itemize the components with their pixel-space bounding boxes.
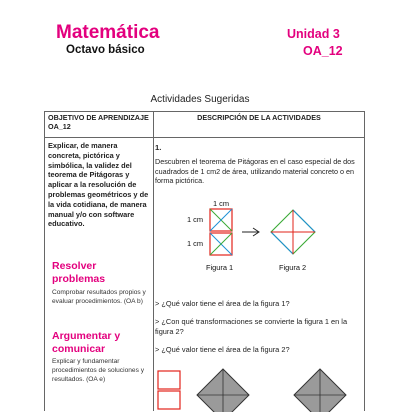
question-2: > ¿Con qué transformaciones se convierte la figura 1 en la figura 2? xyxy=(155,317,348,336)
skill-description-resolver: Comprobar resultados propios y evaluar procedimientos. (OA b) xyxy=(52,289,146,305)
objective-column-header: OBJETIVO DE APRENDIZAJE OA_12 xyxy=(48,113,149,131)
label-side-upper-1cm: 1 cm xyxy=(187,215,204,224)
objective-text: Explicar, de manera concreta, pictórica y simbólica, la validez del teorema de Pitágoras y aplicar a la resolución de problemas geométricos y de la vida cotidiana, de manera manual y/o con software educativo. xyxy=(48,141,149,229)
objective-code: OA_12 xyxy=(303,44,343,58)
grade-label: Octavo básico xyxy=(66,44,145,56)
bottom-stacked-squares-drawing xyxy=(157,370,181,410)
bottom-gray-diamond-left-drawing xyxy=(195,367,251,412)
question-3: > ¿Qué valor tiene el área de la figura 2? xyxy=(155,345,290,354)
label-figure-2: Figura 2 xyxy=(279,263,307,272)
unit-label: Unidad 3 xyxy=(287,27,340,41)
transform-arrow-icon xyxy=(241,226,261,238)
skill-title-argumentar: Argumentar y comunicar xyxy=(52,330,121,355)
figure-1-drawing xyxy=(209,208,233,258)
label-top-1cm: 1 cm xyxy=(213,199,230,208)
activity-number: 1. xyxy=(155,143,162,152)
section-title: Actividades Sugeridas xyxy=(150,94,250,105)
bottom-gray-diamond-right-drawing xyxy=(292,367,348,412)
skill-description-argumentar: Explicar y fundamentar procedimientos de soluciones y resultados. (OA e) xyxy=(52,358,144,383)
column-divider xyxy=(153,112,154,411)
activity-description: Descubren el teorema de Pitágoras en el caso especial de dos cuadrados de 1 cm2 de área, utilizando material concreto o en forma pictórica. xyxy=(155,157,355,186)
skill-title-resolver: Resolver problemas xyxy=(52,260,106,285)
label-figure-1: Figura 1 xyxy=(206,263,234,272)
description-column-header: DESCRIPCIÓN DE LA ACTIVIDADES xyxy=(197,113,321,122)
header-row-divider xyxy=(45,137,364,138)
subject-title: Matemática xyxy=(56,22,160,43)
figure-2-drawing xyxy=(270,209,316,255)
label-side-lower-1cm: 1 cm xyxy=(187,239,204,248)
activities-table xyxy=(44,111,365,411)
question-1: > ¿Qué valor tiene el área de la figura 1? xyxy=(155,299,290,308)
